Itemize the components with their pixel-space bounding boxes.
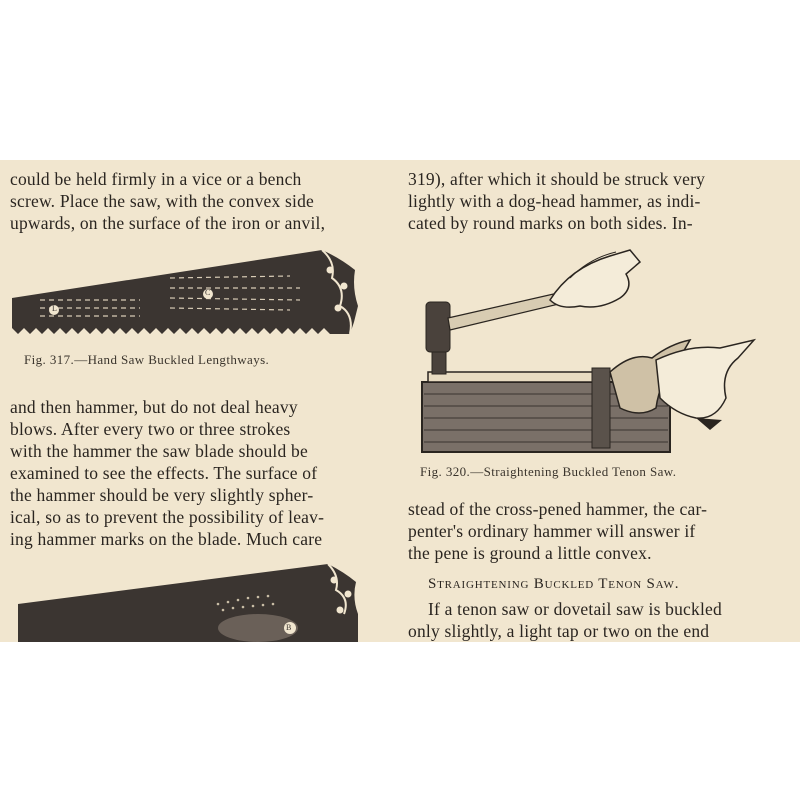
right-text-line: 319), after which it should be struck very <box>408 169 706 189</box>
right-text-line: the pene is ground a little convex. <box>408 543 652 563</box>
right-text-line: cated by round marks on both sides. In- <box>408 213 693 233</box>
right-text-line: stead of the cross-pened hammer, the car- <box>408 499 708 519</box>
right-text-line: only slightly, a light tap or two on the end <box>408 621 710 641</box>
left-text-line: ical, so as to prevent the possibility of leav- <box>10 507 325 527</box>
left-text-line: blows. After every two or three strokes <box>10 419 291 439</box>
section-heading: Straightening Buckled Tenon Saw. <box>428 576 680 592</box>
left-text-line: and then hammer, but do not deal heavy <box>10 397 298 417</box>
right-text-line: If a tenon saw or dovetail saw is buckled <box>428 599 722 619</box>
hand-saw-illustration <box>10 248 366 340</box>
left-text-line: examined to see the effects. The surface of <box>10 463 318 483</box>
saw-mark-b: B <box>286 623 292 632</box>
figure-caption: Fig. 317.—Hand Saw Buckled Lengthways. <box>24 352 270 367</box>
saw-mark-l: L <box>52 304 58 313</box>
left-text-line: ing hammer marks on the blade. Much care <box>10 529 323 549</box>
right-text-line: penter's ordinary hammer will answer if <box>408 521 696 541</box>
saw-mark-c: C <box>205 288 211 297</box>
tenon-saw-hammer-illustration <box>420 248 760 460</box>
left-text-line: screw. Place the saw, with the convex side <box>10 191 315 211</box>
hand-saw-illustration-cropped <box>18 564 368 642</box>
left-text-line: upwards, on the surface of the iron or anvil, <box>10 213 326 233</box>
left-text-line: could be held firmly in a vice or a bench <box>10 169 302 189</box>
left-text-line: the hammer should be very slightly spher- <box>10 485 314 505</box>
left-text-line: with the hammer the saw blade should be <box>10 441 308 461</box>
figure-caption: Fig. 320.—Straightening Buckled Tenon Saw. <box>420 464 677 479</box>
scanned-book-page <box>0 160 800 642</box>
right-text-line: lightly with a dog-head hammer, as indi- <box>408 191 701 211</box>
